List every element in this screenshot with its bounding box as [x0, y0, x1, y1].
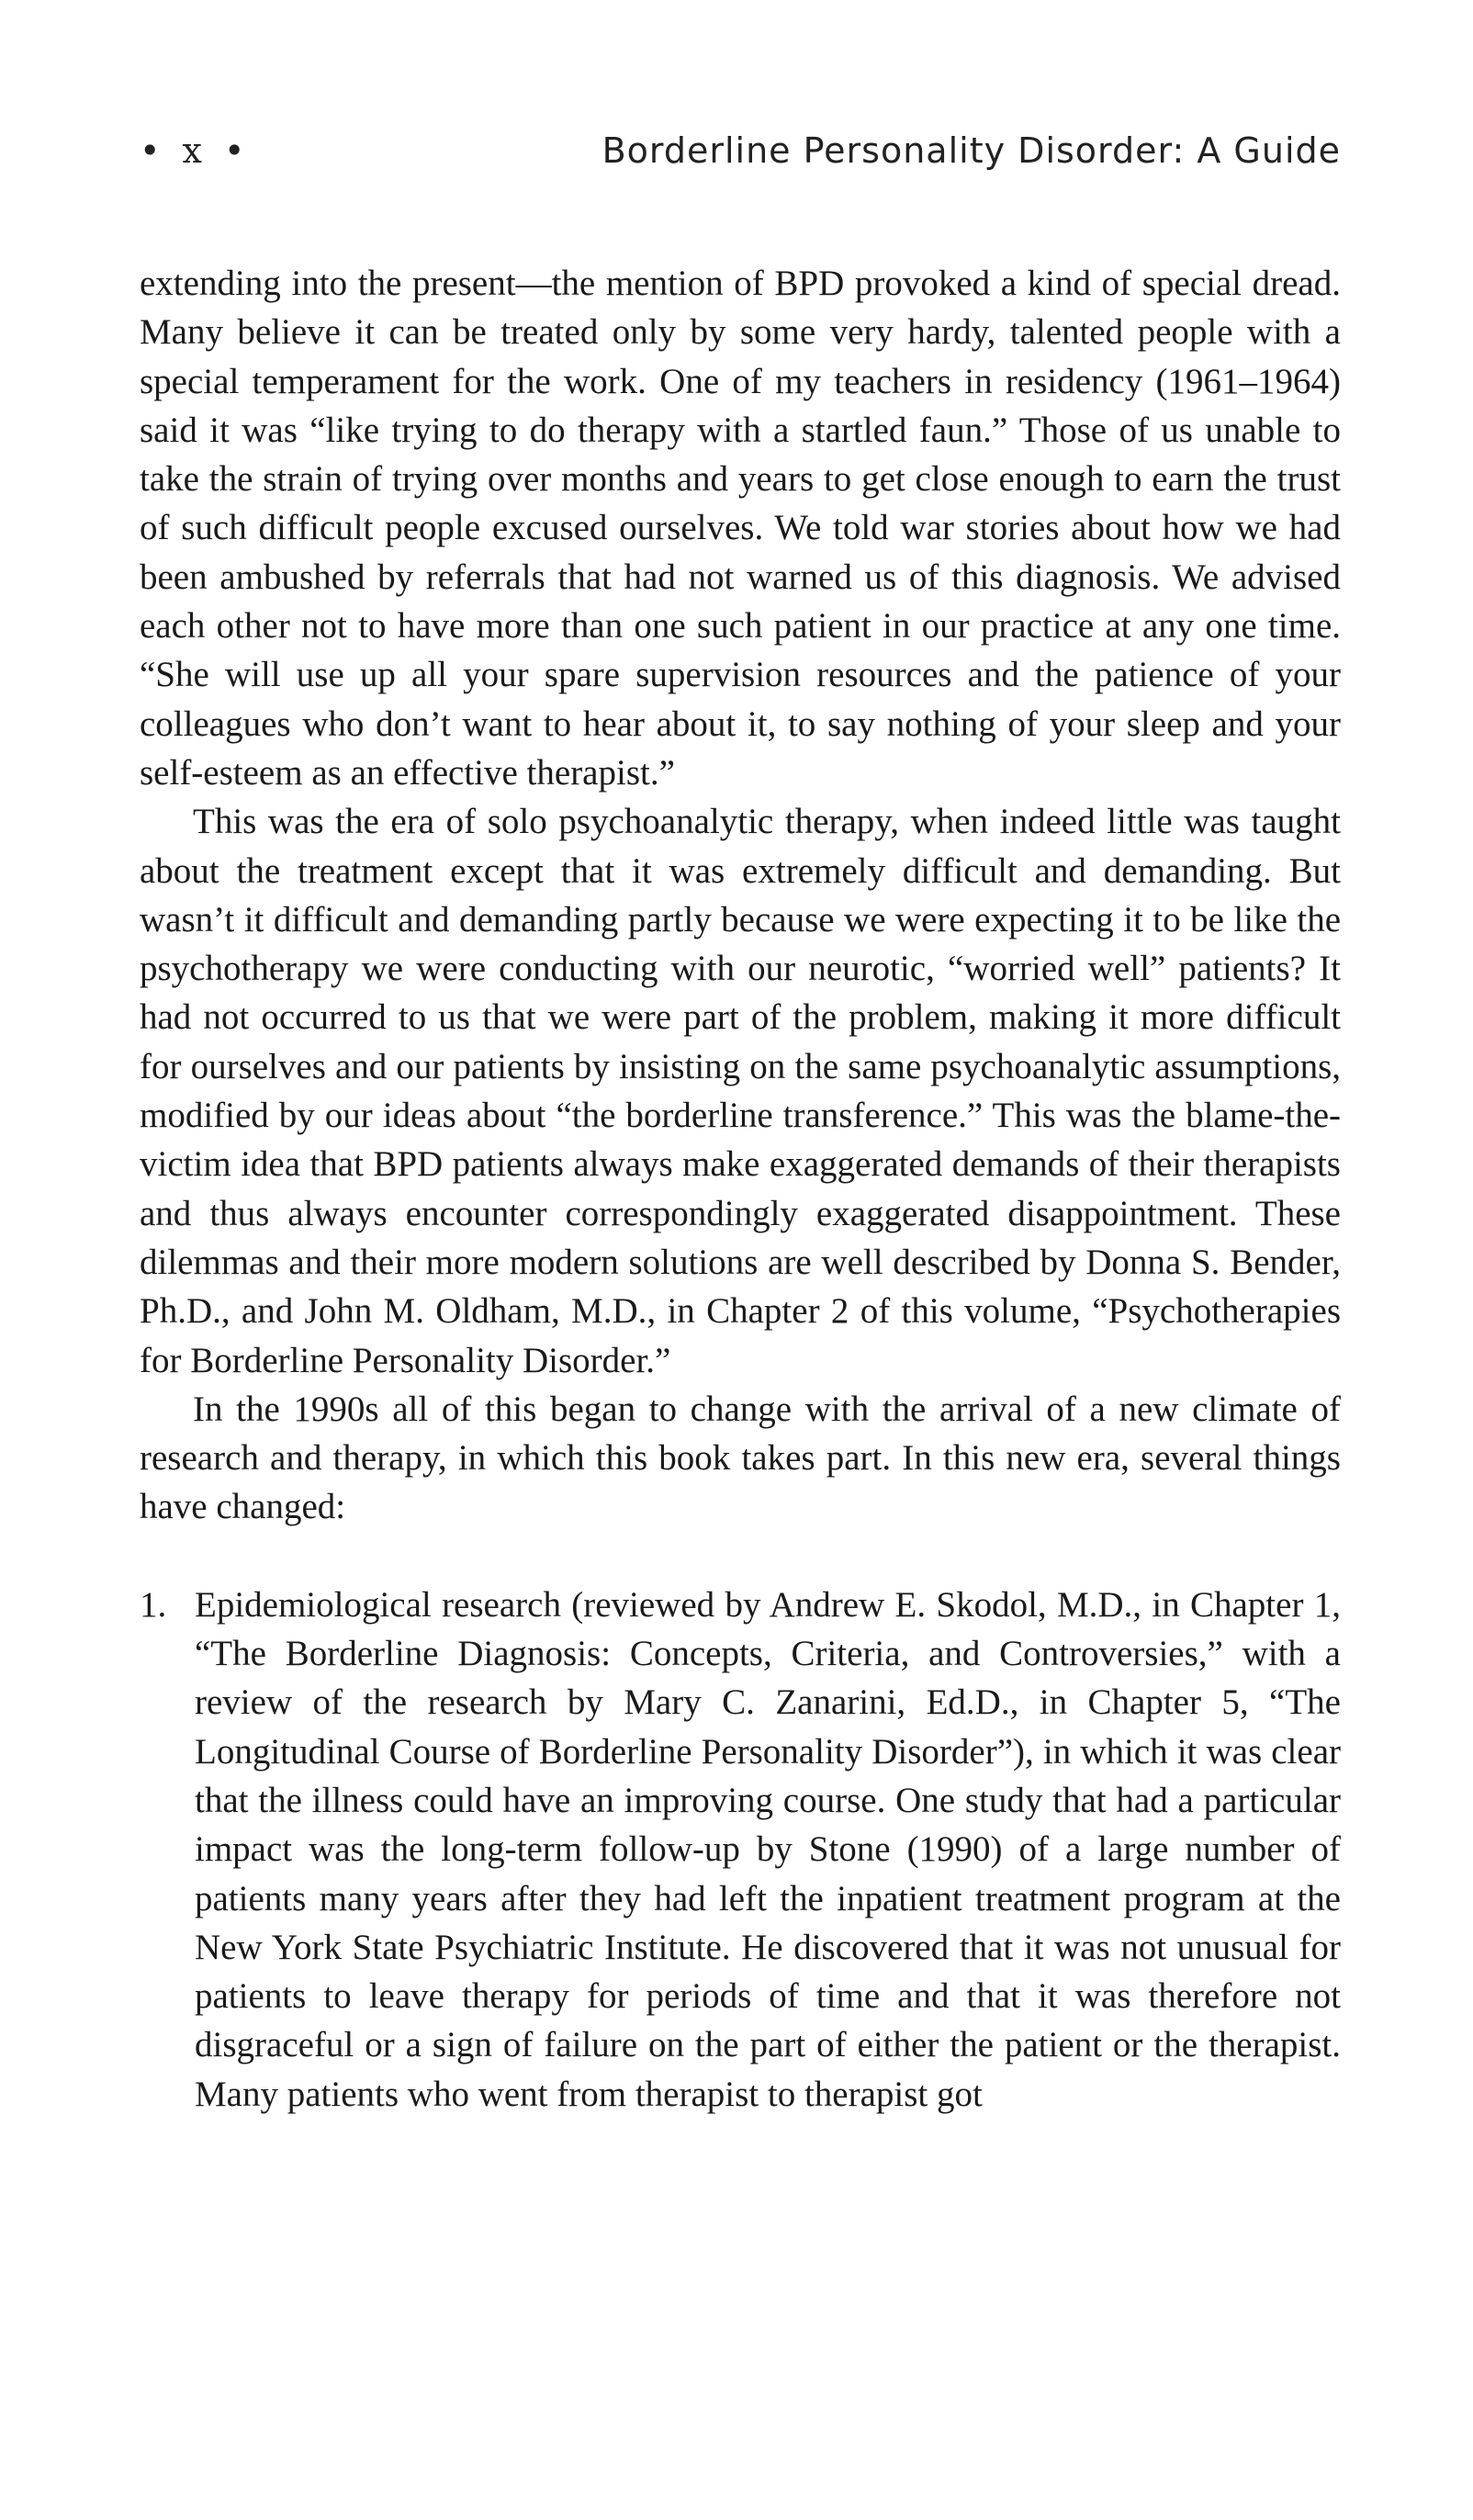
running-head: [140, 130, 1341, 186]
page-number: • x •: [140, 130, 251, 171]
list-item-text: Epidemiological research (reviewed by Andrew E. Skodol, M.D., in Chapter 1, “The Borderline Diagnosis: Concepts, Criteria, and Controversies,” with a review of the research by Mary C. Zanarini, Ed.D., in Chapter 5, “The Longitudinal Course of Borderline Personality Disorder”), in which it was clear that the illness could have an improving course. One study that had a particular impact was the long-term follow-up by Stone (1990) of a large number of patients many years after they had left the inpatient treatment program at the New York State Psychiatric Institute. He discovered that it was not unusual for patients to leave therapy for periods of time and that it was therefore not disgraceful or a sign of failure on the part of either the patient or the therapist. Many patients who went from therapist to therapist got: [195, 1584, 1341, 2114]
numbered-list: [140, 1581, 1341, 2119]
book-title: Borderline Personality Disorder: A Guide: [602, 130, 1341, 171]
paragraph-solo-therapy-era: This was the era of solo psychoanalytic therapy, when indeed little was taught about the treatment except that it was extremely difficult and demanding. But wasn’t it difficult and demanding partly because we were expecting it to be like the psychotherapy we were conducting with our neurotic, “worried well” patients? It had not occurred to us that we were part of the problem, making it more difficult for ourselves and our patients by insisting on the same psychoanalytic assumptions, modified by our ideas about “the borderline transference.” This was the blame-the-victim idea that BPD patients always make exaggerated demands of their therapists and thus always encounter correspondingly exaggerated disappointment. These dilemmas and their more modern solutions are well described by Donna S. Bender, Ph.D., and John M. Oldham, M.D., in Chapter 2 of this volume, “Psychotherapies for Borderline Personality Disorder.”: [140, 802, 1341, 1380]
paragraph-continued: extending into the present—the mention of BPD provoked a kind of special dread. Many believe it can be treated only by some very hardy, talented people with a special temperament for the work. One of my teachers in residency (1961–1964) said it was “like trying to do therapy with a startled faun.” Those of us unable to take the strain of trying over months and years to get close enough to earn the trust of such difficult people excused ourselves. We told war stories about how we had been ambushed by referrals that had not warned us of this diagnosis. We advised each other not to have more than one such patient in our practice at any one time. “She will use up all your spare supervision resources and the patience of your colleagues who don’t want to hear about it, to say nothing of your sleep and your self-esteem as an effective therapist.”: [140, 264, 1341, 793]
body-text: [140, 259, 1341, 2119]
paragraph-1990s-change: In the 1990s all of this began to change with the arrival of a new climate of research and therapy, in which this book takes part. In this new era, several things have changed:: [140, 1389, 1341, 1527]
list-item: [140, 1581, 1341, 2119]
list-item-number: 1.: [140, 1584, 167, 1625]
